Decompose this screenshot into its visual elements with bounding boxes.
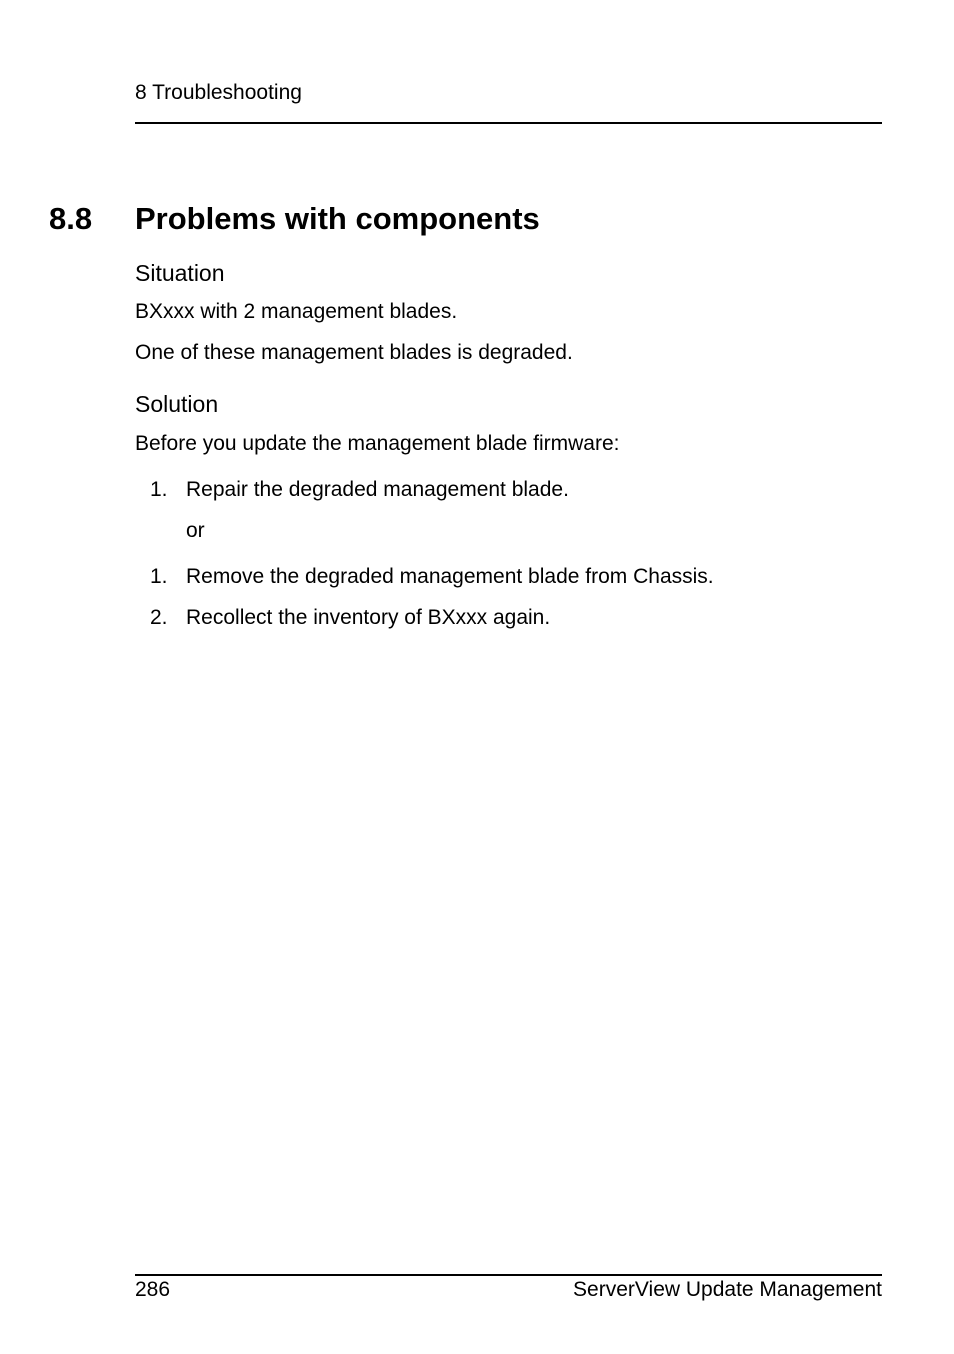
running-header: 8 Troubleshooting	[135, 81, 302, 104]
product-name: ServerView Update Management	[573, 1278, 882, 1301]
step-number: 1.	[150, 565, 168, 588]
section-number: 8.8	[49, 201, 93, 236]
situation-paragraph-1: BXxxx with 2 management blades.	[135, 300, 458, 323]
step-number: 2.	[150, 606, 168, 629]
footer-rule	[135, 1274, 882, 1276]
page-number: 286	[135, 1278, 171, 1301]
solution-heading: Solution	[135, 391, 219, 417]
header-rule	[135, 122, 882, 124]
step-text: Repair the degraded management blade.	[186, 478, 569, 501]
step-text: Remove the degraded management blade from Chassis.	[186, 565, 714, 588]
or-separator: or	[186, 519, 205, 542]
section-title: Problems with components	[135, 201, 540, 236]
step-number: 1.	[150, 478, 168, 501]
solution-intro: Before you update the management blade firmware:	[135, 432, 620, 455]
step-text: Recollect the inventory of BXxxx again.	[186, 606, 551, 629]
situation-heading: Situation	[135, 260, 225, 286]
situation-paragraph-2: One of these management blades is degraded.	[135, 341, 573, 364]
